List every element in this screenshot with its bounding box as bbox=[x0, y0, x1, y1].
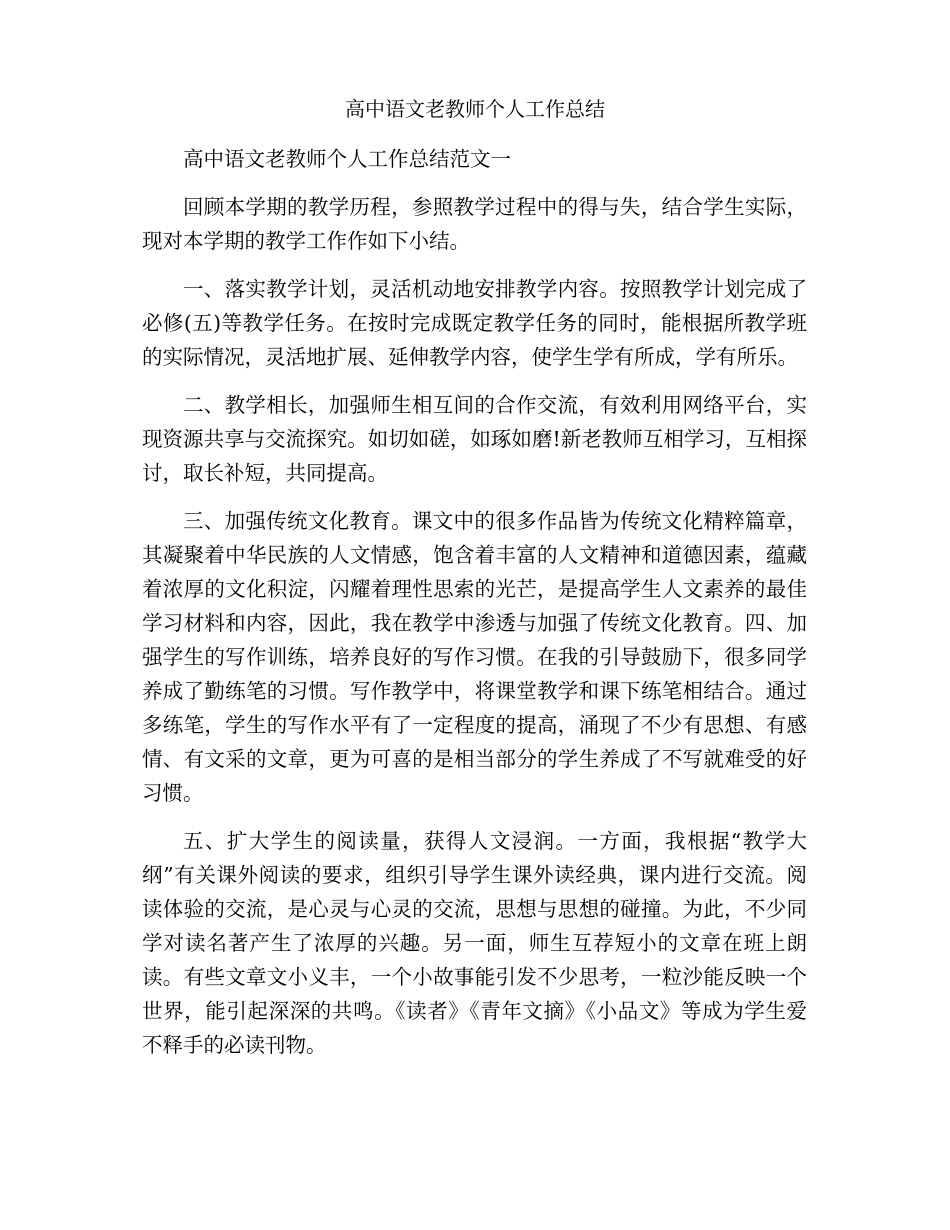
document-title: 高中语文老教师个人工作总结 bbox=[345, 97, 605, 121]
document-body bbox=[142, 142, 807, 1076]
section-3-4-paragraph: 三、加强传统文化教育。课文中的很多作品皆为传统文化精粹篇章，其凝聚着中华民族的人文情感，饱含着丰富的人文精神和道德因素，蕴藏着浓厚的文化积淀，闪耀着理性思索的光芒，是提高学生人文素养的最佳学习材料和内容，因此，我在教学中渗透与加强了传统文化教育。四、加强学生的写作训练，培养良好的写作习惯。在我的引导鼓励下，很多同学养成了勤练笔的习惯。写作教学中，将课堂教学和课下练笔相结合。通过多练笔，学生的写作水平有了一定程度的提高，涌现了不少有思想、有感情、有文采的文章，更为可喜的是相当部分的学生养成了不写就难受的好习惯。 bbox=[142, 509, 807, 805]
section-2-paragraph: 二、教学相长，加强师生相互间的合作交流，有效利用网络平台，实现资源共享与交流探究。如切如磋，如琢如磨!新老教师互相学习，互相探讨，取长补短，共同提高。 bbox=[142, 393, 807, 485]
subtitle-paragraph: 高中语文老教师个人工作总结范文一 bbox=[183, 147, 511, 171]
section-5-paragraph: 五、扩大学生的阅读量，获得人文浸润。一方面，我根据“教学大纲”有关课外阅读的要求，组织引导学生课外读经典，课内进行交流。阅读体验的交流，是心灵与心灵的交流，思想与思想的碰撞。为此，不少同学对读名著产生了浓厚的兴趣。另一面，师生互荐短小的文章在班上朗读。有些文章文小义丰，一个小故事能引发不少思考，一粒沙能反映一个世界，能引起深深的共鸣。《读者》《青年文摘》《小品文》等成为学生爱不释手的必读刊物。 bbox=[142, 829, 807, 1057]
intro-paragraph: 回顾本学期的教学历程，参照教学过程中的得与失，结合学生实际，现对本学期的教学工作作如下小结。 bbox=[142, 195, 807, 253]
section-1-paragraph: 一、落实教学计划，灵活机动地安排教学内容。按照教学计划完成了必修(五)等教学任务。在按时完成既定教学任务的同时，能根据所教学班的实际情况，灵活地扩展、延伸教学内容，使学生学有所成，学有所乐。 bbox=[142, 277, 807, 369]
